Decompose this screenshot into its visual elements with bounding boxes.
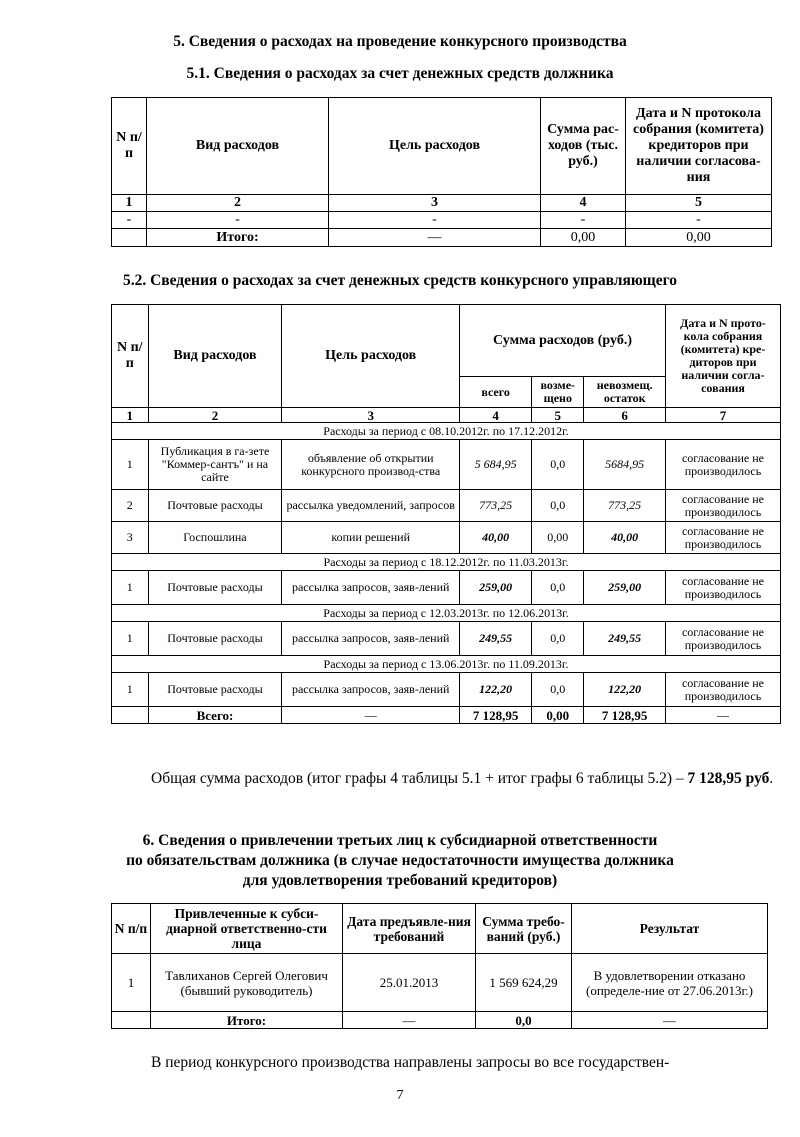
col-header-sum: Сумма рас-ходов (тыс. руб.) (541, 98, 626, 195)
cell: - (541, 212, 626, 229)
period-label: Расходы за период с 08.10.2012г. по 17.12.2012г. (112, 423, 781, 440)
cell: согласование не производилось (665, 622, 780, 656)
cell: 249,55 (460, 622, 532, 656)
table-row (112, 440, 781, 490)
summary-value: 7 128,95 руб (687, 770, 770, 787)
cell: 25.01.2013 (343, 954, 476, 1012)
cell: 259,00 (584, 571, 666, 605)
total-label: Всего: (148, 707, 282, 724)
cell: 0,00 (532, 522, 584, 554)
summary-paragraph (111, 768, 781, 789)
cell: согласование не производилось (665, 673, 780, 707)
column-number-row (112, 408, 781, 423)
period-row (112, 423, 781, 440)
col-header-sum: Сумма расходов (руб.) (460, 305, 666, 377)
table-row (112, 954, 768, 1012)
cell: Почтовые расходы (148, 571, 282, 605)
cell (112, 1012, 151, 1029)
cell: — (343, 1012, 476, 1029)
cell: 0,00 (626, 229, 772, 247)
col-header-total: всего (460, 377, 532, 408)
table-row (112, 571, 781, 605)
table-row (112, 522, 781, 554)
cell: - (112, 212, 147, 229)
cell: 0,0 (532, 440, 584, 490)
period-label: Расходы за период с 13.06.2013г. по 11.09.2013г. (112, 656, 781, 673)
column-number-row (112, 195, 772, 212)
col-header-goal: Цель расходов (282, 305, 460, 408)
col-num: 5 (626, 195, 772, 212)
cell (112, 229, 147, 247)
subsidiary-liability-table (111, 903, 768, 1029)
section6-title-3: для удовлетворения требований кредиторов) (242, 872, 558, 889)
col-num: 2 (147, 195, 329, 212)
col-header-date: Дата предъявле-ния требований (343, 904, 476, 954)
cell: Публикация в га-зете "Коммер-сантъ" и на сайте (148, 440, 282, 490)
total-sum: 0,00 (541, 229, 626, 247)
cell: В удовлетворении отказано (определе-ние от 27.06.2013г.) (572, 954, 768, 1012)
table-header-row (112, 305, 781, 377)
cell: 1 569 624,29 (476, 954, 572, 1012)
total-refund: 0,00 (532, 707, 584, 724)
section6-title-2: по обязательствам должника (в случае недостаточности имущества должника (126, 852, 674, 869)
total-remain: 7 128,95 (584, 707, 666, 724)
table-header-row (112, 904, 768, 954)
cell: Почтовые расходы (148, 673, 282, 707)
summary-text: Общая сумма расходов (итог графы 4 таблицы 5.1 + итог графы 6 таблицы 5.2) – (151, 770, 684, 787)
cell: 122,20 (584, 673, 666, 707)
col-header-goal: Цель расходов (329, 98, 541, 195)
col-num: 7 (665, 408, 780, 423)
cell: Госпошлина (148, 522, 282, 554)
total-label: Итого: (147, 229, 329, 247)
period-row (112, 656, 781, 673)
cell: рассылка запросов, заяв-лений (282, 673, 460, 707)
closing-paragraph: В период конкурсного производства направлены запросы во все государствен- (151, 1054, 670, 1071)
cell: согласование не производилось (665, 490, 780, 522)
cell: копии решений (282, 522, 460, 554)
cell: 40,00 (584, 522, 666, 554)
expenses-debtor-table (111, 97, 772, 247)
cell: 0,0 (532, 622, 584, 656)
cell: 773,25 (460, 490, 532, 522)
cell: 1 (112, 622, 149, 656)
col-header-protocol: Дата и N прото-кола собрания (комитета) кре-диторов при наличии согла-сования (665, 305, 780, 408)
cell: 122,20 (460, 673, 532, 707)
cell: — (329, 229, 541, 247)
total-sum: 7 128,95 (460, 707, 532, 724)
col-header-refund: возме-щено (532, 377, 584, 408)
cell: 249,55 (584, 622, 666, 656)
period-label: Расходы за период с 12.03.2013г. по 12.06.2013г. (112, 605, 781, 622)
col-header-num: N п/п (112, 904, 151, 954)
cell: 0,0 (532, 571, 584, 605)
summary-end: . (769, 770, 774, 787)
cell: 1 (112, 571, 149, 605)
col-num: 1 (112, 408, 149, 423)
col-header-kind: Вид расходов (147, 98, 329, 195)
cell: 1 (112, 440, 149, 490)
cell: — (665, 707, 780, 724)
cell: — (572, 1012, 768, 1029)
cell: 5684,95 (584, 440, 666, 490)
col-header-protocol: Дата и N протокола собрания (комитета) кредиторов при наличии согласова-ния (626, 98, 772, 195)
col-num: 3 (282, 408, 460, 423)
total-sum: 0,0 (476, 1012, 572, 1029)
section5-title: 5. Сведения о расходах на проведение конкурсного производства (173, 33, 627, 50)
cell: Тавлиханов Сергей Олегович (бывший руководитель) (151, 954, 343, 1012)
cell: 3 (112, 522, 149, 554)
table-row (112, 490, 781, 522)
col-header-sum: Сумма требо-ваний (руб.) (476, 904, 572, 954)
cell: рассылка запросов, заяв-лений (282, 571, 460, 605)
cell: объявление об открытии конкурсного производ-ства (282, 440, 460, 490)
cell: согласование не производилось (665, 571, 780, 605)
cell: 40,00 (460, 522, 532, 554)
section51-title: 5.1. Сведения о расходах за счет денежных средств должника (186, 65, 614, 82)
cell: 0,0 (532, 490, 584, 522)
total-label: Итого: (151, 1012, 343, 1029)
section6-title-1: 6. Сведения о привлечении третьих лиц к субсидиарной ответственности (142, 832, 658, 849)
col-header-kind: Вид расходов (148, 305, 282, 408)
cell: 773,25 (584, 490, 666, 522)
total-row (112, 1012, 768, 1029)
table-header-row (112, 98, 772, 195)
cell: 1 (112, 673, 149, 707)
col-header-num: N п/п (112, 98, 147, 195)
page-number: 7 (396, 1088, 404, 1103)
table-row (112, 212, 772, 229)
cell: согласование не производилось (665, 522, 780, 554)
cell: - (147, 212, 329, 229)
col-num: 6 (584, 408, 666, 423)
total-row (112, 229, 772, 247)
cell: рассылка запросов, заяв-лений (282, 622, 460, 656)
total-row (112, 707, 781, 724)
col-num: 2 (148, 408, 282, 423)
period-label: Расходы за период с 18.12.2012г. по 11.03.2013г. (112, 554, 781, 571)
cell: 5 684,95 (460, 440, 532, 490)
table-row (112, 673, 781, 707)
col-num: 3 (329, 195, 541, 212)
col-header-result: Результат (572, 904, 768, 954)
cell: 2 (112, 490, 149, 522)
cell: 259,00 (460, 571, 532, 605)
col-num: 1 (112, 195, 147, 212)
cell: Почтовые расходы (148, 622, 282, 656)
table-row (112, 622, 781, 656)
cell: — (282, 707, 460, 724)
cell (112, 707, 149, 724)
cell: - (329, 212, 541, 229)
col-num: 5 (532, 408, 584, 423)
cell: Почтовые расходы (148, 490, 282, 522)
col-num: 4 (541, 195, 626, 212)
col-num: 4 (460, 408, 532, 423)
period-row (112, 605, 781, 622)
section52-title: 5.2. Сведения о расходах за счет денежных средств конкурсного управляющего (122, 272, 678, 289)
col-header-persons: Привлеченные к субси-диарной ответственно-сти лица (151, 904, 343, 954)
col-header-num: N п/п (112, 305, 149, 408)
cell: согласование не производилось (665, 440, 780, 490)
cell: рассылка уведомлений, запросов (282, 490, 460, 522)
cell: 1 (112, 954, 151, 1012)
expenses-manager-table (111, 304, 781, 724)
period-row (112, 554, 781, 571)
cell: 0,0 (532, 673, 584, 707)
col-header-remain: невозмещ. остаток (584, 377, 666, 408)
cell: - (626, 212, 772, 229)
